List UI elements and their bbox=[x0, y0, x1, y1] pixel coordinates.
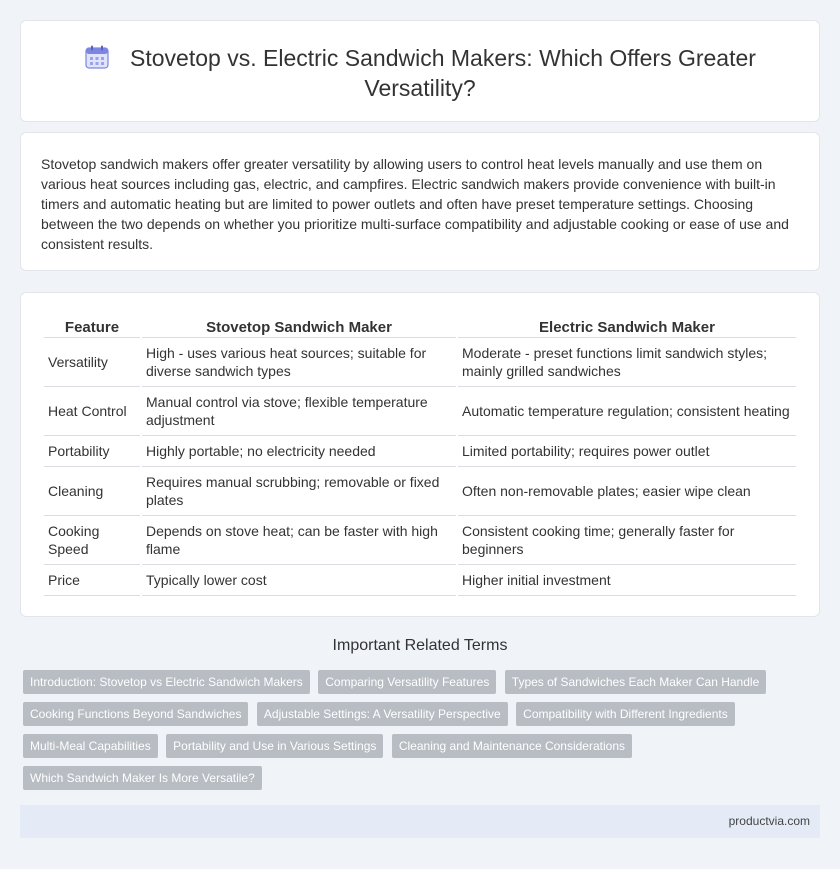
related-term-tag[interactable]: Cleaning and Maintenance Considerations bbox=[392, 734, 632, 758]
page-title-wrap bbox=[61, 43, 779, 103]
stovetop-cell: Depends on stove heat; can be faster with high flame bbox=[142, 516, 456, 565]
related-terms-title: Important Related Terms bbox=[332, 637, 508, 654]
header-stovetop: Stovetop Sandwich Maker bbox=[142, 315, 456, 338]
calendar-icon bbox=[84, 44, 110, 70]
footer-bar bbox=[20, 805, 820, 838]
feature-cell: Cleaning bbox=[44, 467, 140, 516]
header-feature: Feature bbox=[44, 315, 140, 338]
related-term-tag[interactable]: Portability and Use in Various Settings bbox=[166, 734, 383, 758]
related-term-tag[interactable]: Types of Sandwiches Each Maker Can Handle bbox=[505, 670, 766, 694]
stovetop-cell: Requires manual scrubbing; removable or fixed plates bbox=[142, 467, 456, 516]
table-row bbox=[44, 387, 796, 436]
table-header-row bbox=[44, 315, 796, 338]
summary-text: Stovetop sandwich makers offer greater versatility by allowing users to control heat levels manually and use them on various heat sources including gas, electric, and campfires. Electric sandwich makers provide convenience with built-in timers and automatic heating but are limited to power outlets and often have preset temperature settings. Choosing between the two depends on whether you prioritize multi-surface compatibility and adjustable cooking or ease of use and consistent results. bbox=[41, 156, 789, 252]
stovetop-cell: Typically lower cost bbox=[142, 565, 456, 596]
electric-cell: Automatic temperature regulation; consistent heating bbox=[458, 387, 796, 436]
feature-cell: Cooking Speed bbox=[44, 516, 140, 565]
electric-cell: Limited portability; requires power outlet bbox=[458, 436, 796, 467]
page-title: Stovetop vs. Electric Sandwich Makers: Which Offers Greater Versatility? bbox=[130, 45, 756, 101]
stovetop-cell: Highly portable; no electricity needed bbox=[142, 436, 456, 467]
stovetop-cell: High - uses various heat sources; suitable for diverse sandwich types bbox=[142, 338, 456, 387]
comparison-table-card bbox=[20, 292, 820, 617]
table-row bbox=[44, 338, 796, 387]
title-card bbox=[20, 20, 820, 122]
electric-cell: Moderate - preset functions limit sandwich styles; mainly grilled sandwiches bbox=[458, 338, 796, 387]
header-electric: Electric Sandwich Maker bbox=[458, 315, 796, 338]
feature-cell: Price bbox=[44, 565, 140, 596]
comparison-table bbox=[42, 315, 798, 596]
related-term-tag[interactable]: Which Sandwich Maker Is More Versatile? bbox=[23, 766, 262, 790]
electric-cell: Often non-removable plates; easier wipe clean bbox=[458, 467, 796, 516]
related-term-tag[interactable]: Multi-Meal Capabilities bbox=[23, 734, 158, 758]
electric-cell: Consistent cooking time; generally faster for beginners bbox=[458, 516, 796, 565]
related-terms-tags bbox=[23, 670, 793, 798]
related-term-tag[interactable]: Introduction: Stovetop vs Electric Sandwich Makers bbox=[23, 670, 310, 694]
table-row bbox=[44, 565, 796, 596]
feature-cell: Portability bbox=[44, 436, 140, 467]
table-row bbox=[44, 436, 796, 467]
related-term-tag[interactable]: Comparing Versatility Features bbox=[318, 670, 496, 694]
related-term-tag[interactable]: Adjustable Settings: A Versatility Perspective bbox=[257, 702, 508, 726]
stovetop-cell: Manual control via stove; flexible temperature adjustment bbox=[142, 387, 456, 436]
related-term-tag[interactable]: Compatibility with Different Ingredients bbox=[516, 702, 735, 726]
related-term-tag[interactable]: Cooking Functions Beyond Sandwiches bbox=[23, 702, 248, 726]
feature-cell: Heat Control bbox=[44, 387, 140, 436]
footer-site-link[interactable]: productvia.com bbox=[728, 814, 810, 828]
table-row bbox=[44, 467, 796, 516]
electric-cell: Higher initial investment bbox=[458, 565, 796, 596]
table-row bbox=[44, 516, 796, 565]
summary-card bbox=[20, 132, 820, 271]
feature-cell: Versatility bbox=[44, 338, 140, 387]
